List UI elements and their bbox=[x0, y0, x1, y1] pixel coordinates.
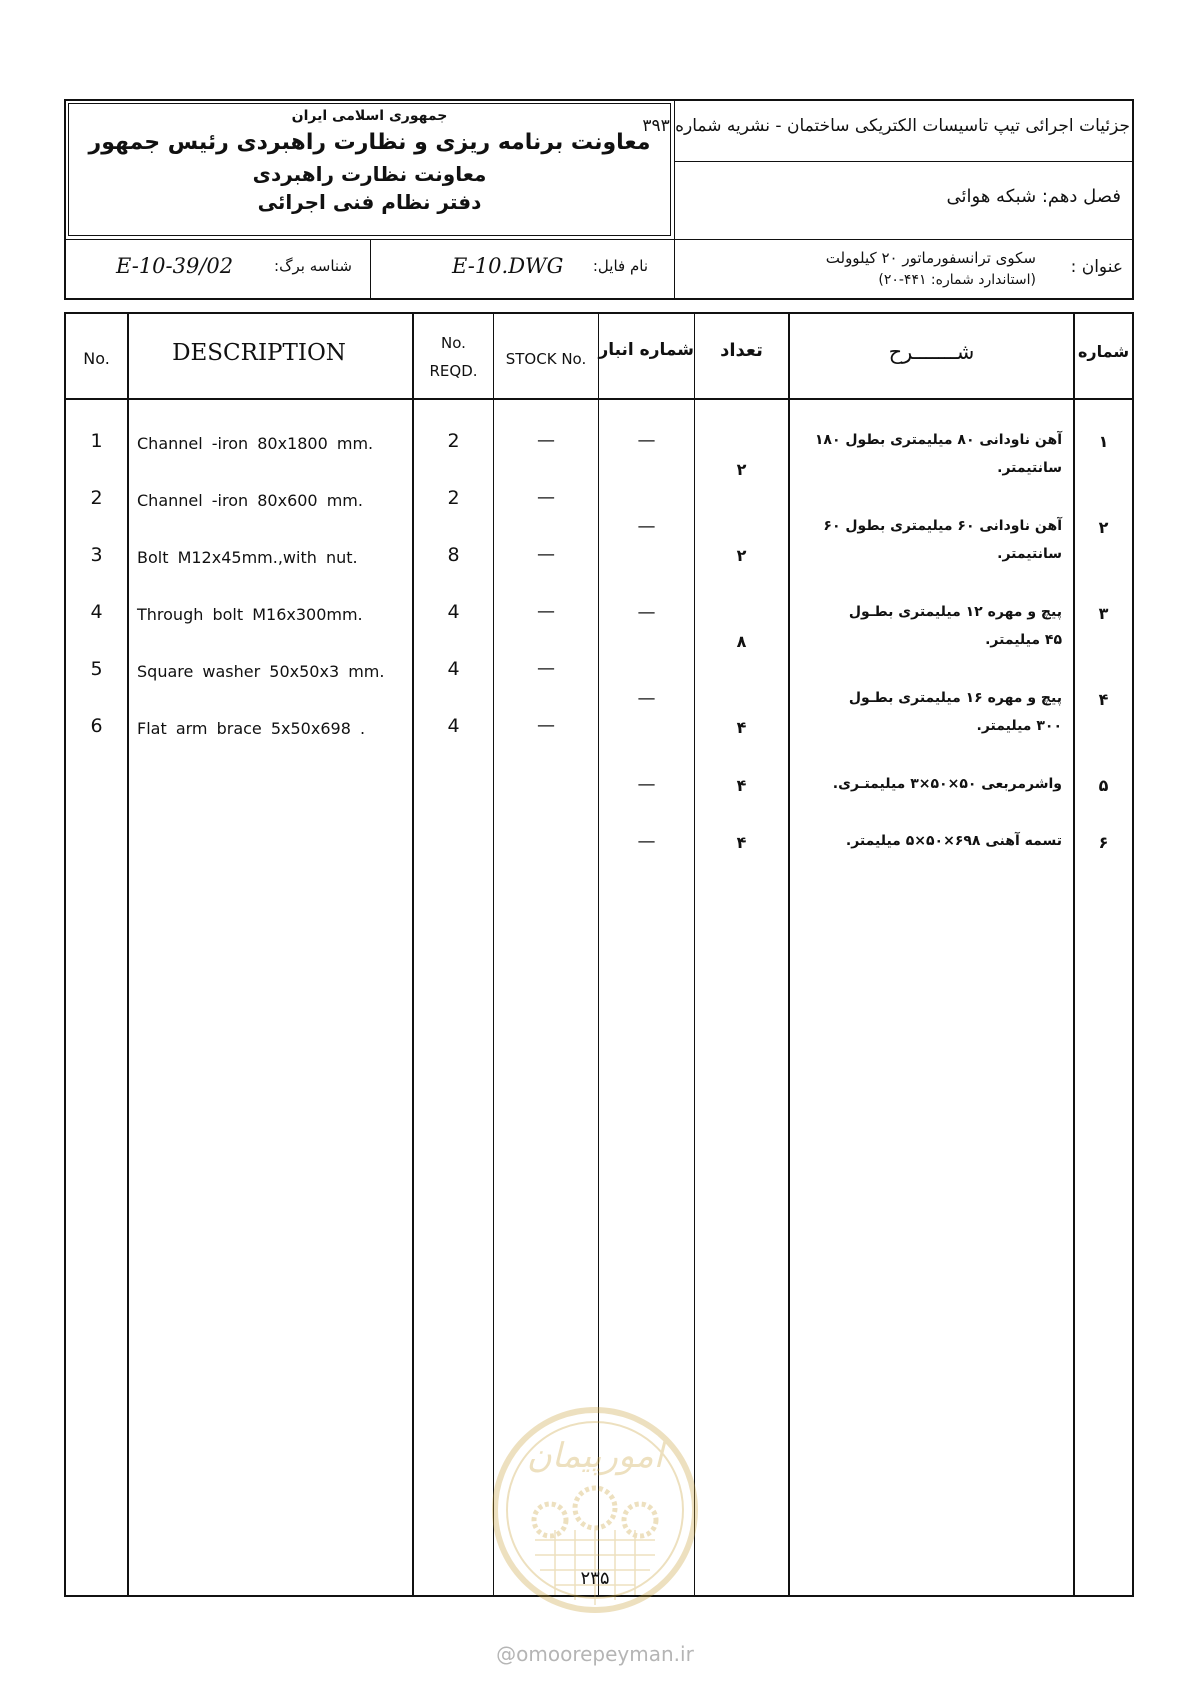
row-qty-fa: ۲ bbox=[736, 460, 747, 479]
row-description: Square washer 50x50x3 mm. bbox=[137, 662, 385, 681]
col-header-no: No. bbox=[83, 349, 110, 368]
row-qty-fa: ۴ bbox=[736, 833, 747, 852]
org-line-office: دفتر نظام فنی اجرائی bbox=[257, 190, 482, 214]
row-description: Channel -iron 80x600 mm. bbox=[137, 491, 363, 510]
row-no: 6 bbox=[90, 715, 103, 737]
row-stock: — bbox=[537, 430, 555, 451]
row-no-fa: ۲ bbox=[1098, 518, 1109, 537]
row-desc-fa-1: پیچ و مهره ۱۲ میلیمتری بطـول bbox=[848, 604, 1062, 620]
row-description: Flat arm brace 5x50x698 . bbox=[137, 719, 366, 738]
row-reqd: 8 bbox=[447, 544, 460, 566]
row-description: Channel -iron 80x1800 mm. bbox=[137, 434, 374, 453]
row-stock-fa: — bbox=[637, 774, 656, 795]
row-no: 2 bbox=[90, 487, 103, 509]
col-header-reqd-2: REQD. bbox=[429, 362, 478, 380]
row-no: 3 bbox=[90, 544, 103, 566]
row-no-fa: ۳ bbox=[1098, 604, 1109, 623]
row-desc-fa-2: سانتیمتر. bbox=[997, 460, 1062, 476]
row-no: 4 bbox=[90, 601, 103, 623]
col-header-qty-fa: تعداد bbox=[720, 340, 763, 361]
row-reqd: 4 bbox=[447, 658, 460, 680]
col-header-desc-fa: شـــــــرح bbox=[888, 340, 975, 364]
title-line-1: سکوی ترانسفورماتور ۲۰ کیلوولت bbox=[825, 249, 1036, 267]
row-desc-fa-1: تسمه آهنی ۶۹۸×۵۰×۵ میلیمتر. bbox=[845, 833, 1062, 849]
title-label: عنوان : bbox=[1070, 257, 1123, 277]
row-stock-fa: — bbox=[637, 516, 656, 537]
chapter-title: فصل دهم: شبکه هوائی bbox=[946, 186, 1121, 207]
row-stock: — bbox=[537, 715, 555, 736]
row-no-fa: ۱ bbox=[1098, 432, 1109, 451]
watermark-url: @omoorepeyman.ir bbox=[496, 1642, 694, 1666]
row-stock: — bbox=[537, 601, 555, 622]
row-description: Bolt M12x45mm.,with nut. bbox=[137, 548, 358, 567]
row-qty-fa: ۴ bbox=[736, 776, 747, 795]
row-no-fa: ۶ bbox=[1098, 833, 1109, 852]
page-number: ۲۳۵ bbox=[580, 1568, 610, 1589]
row-desc-fa-2: ۴۵ میلیمتر. bbox=[985, 632, 1062, 648]
row-qty-fa: ۴ bbox=[736, 718, 747, 737]
row-stock-fa: — bbox=[637, 602, 656, 623]
row-description: Through bolt M16x300mm. bbox=[137, 605, 363, 624]
org-line-supervision: معاونت نظارت راهبردی bbox=[252, 162, 487, 186]
row-no-fa: ۵ bbox=[1098, 776, 1109, 795]
row-qty-fa: ۸ bbox=[736, 632, 747, 651]
col-header-reqd-1: No. bbox=[441, 334, 466, 352]
row-no: 1 bbox=[90, 430, 103, 452]
file-name-label: نام فایل: bbox=[592, 257, 648, 275]
row-reqd: 2 bbox=[447, 487, 460, 509]
row-stock: — bbox=[537, 658, 555, 679]
row-reqd: 4 bbox=[447, 601, 460, 623]
row-stock-fa: — bbox=[637, 831, 656, 852]
file-name-value: E-10.DWG bbox=[452, 254, 564, 278]
row-desc-fa-1: واشرمربعی ۵۰×۵۰×۳ میلیمتـری. bbox=[832, 776, 1062, 792]
sheet-id-label: شناسه برگ: bbox=[274, 257, 352, 275]
row-stock-fa: — bbox=[637, 688, 656, 709]
row-no: 5 bbox=[90, 658, 103, 680]
row-desc-fa-2: سانتیمتر. bbox=[997, 546, 1062, 562]
row-reqd: 4 bbox=[447, 715, 460, 737]
sheet-id-value: E-10-39/02 bbox=[116, 254, 234, 278]
row-stock-fa: — bbox=[637, 430, 656, 451]
col-header-stock-fa: شماره انبار bbox=[598, 340, 694, 360]
row-no-fa: ۴ bbox=[1098, 690, 1109, 709]
row-desc-fa-1: آهن ناودانی ۸۰ میلیمتری بطول ۱۸۰ bbox=[814, 432, 1062, 448]
col-header-stock: STOCK No. bbox=[505, 350, 587, 368]
row-stock: — bbox=[537, 544, 555, 565]
row-desc-fa-1: آهن ناودانی ۶۰ میلیمتری بطول ۶۰ bbox=[823, 518, 1062, 534]
row-desc-fa-2: ۳۰۰ میلیمتر. bbox=[976, 718, 1062, 734]
col-header-no-fa: شماره bbox=[1077, 342, 1130, 361]
org-line-deputy: معاونت برنامه ریزی و نظارت راهبردی رئیس جمهور bbox=[88, 130, 651, 155]
row-desc-fa-1: پیچ و مهره ۱۶ میلیمتری بطـول bbox=[848, 690, 1062, 706]
row-qty-fa: ۲ bbox=[736, 546, 747, 565]
title-line-2: (استاندارد شماره: ۴۴۱-۲۰) bbox=[878, 272, 1036, 288]
row-reqd: 2 bbox=[447, 430, 460, 452]
row-stock: — bbox=[537, 487, 555, 508]
publication-title: جزئیات اجرائی تیپ تاسیسات الکتریکی ساختمان - نشریه شماره ۳۹۳ bbox=[642, 116, 1130, 136]
org-line-country: جمهوری اسلامی ایران bbox=[291, 108, 448, 124]
watermark-logo-text: امورپیمان bbox=[526, 1436, 664, 1476]
col-header-description: DESCRIPTION bbox=[172, 340, 346, 366]
